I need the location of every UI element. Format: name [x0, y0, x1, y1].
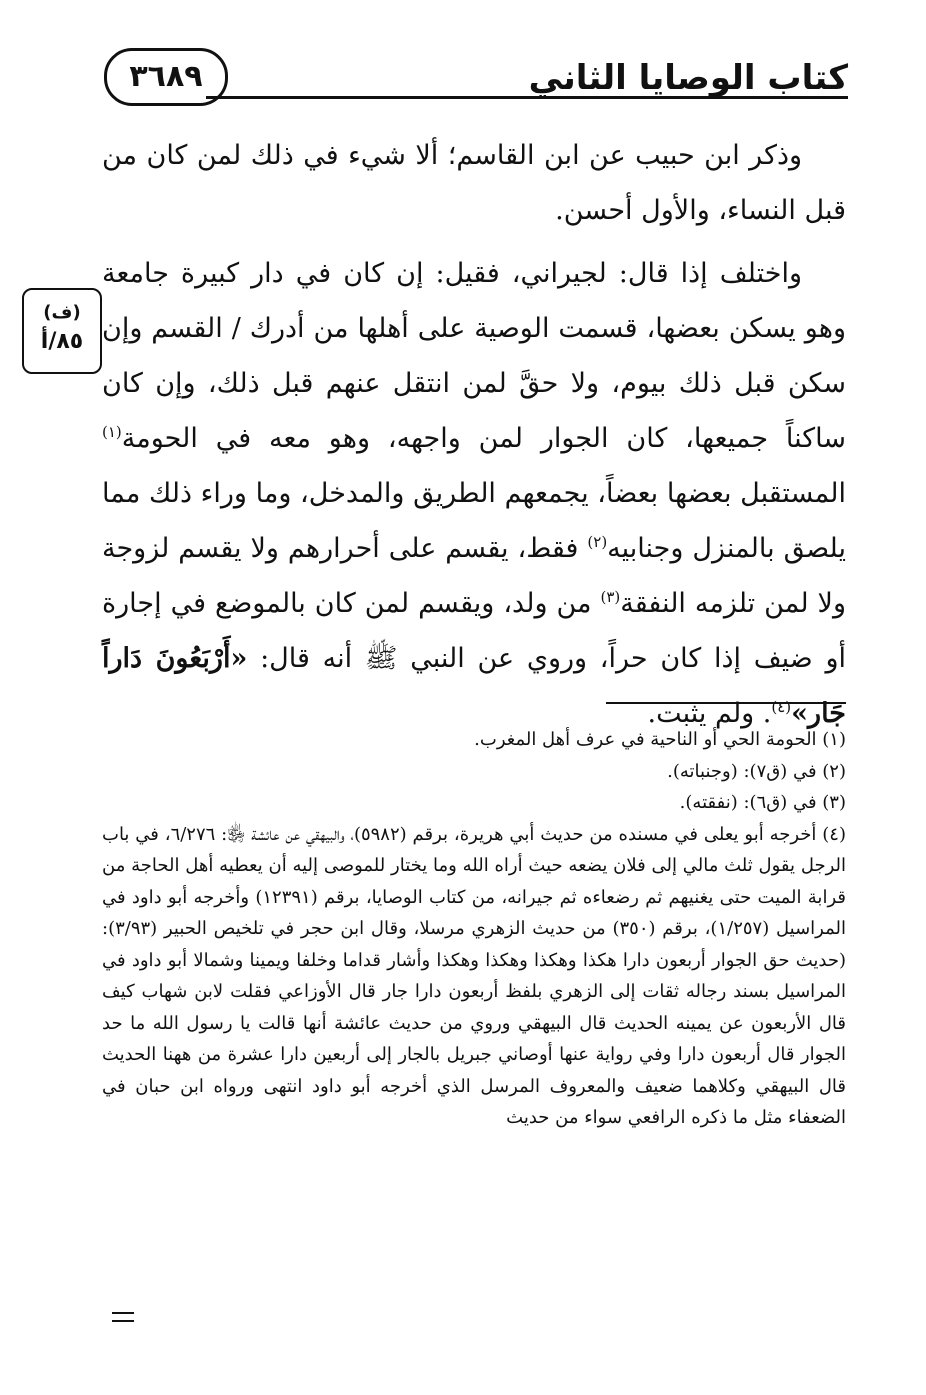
footnote-marker-1: (١)	[102, 423, 122, 441]
paragraph-1: وذكر ابن حبيب عن ابن القاسم؛ ألا شيء في ذلك لمن كان من قبل النساء، والأول أحسن.	[102, 140, 846, 226]
paragraph-2-text-d: من ولد، ويقسم لمن كان بالموضع في إجارة أو ضيف إذا كان حراً، وروي عن النبي ﷺ أنه قال:	[102, 588, 846, 674]
header-rule	[206, 96, 848, 99]
paragraph-2-text-c: فقط، يقسم على أحرارهم ولا يقسم لزوجة ولا لمن تلزمه النفقة	[102, 533, 846, 619]
footnote-3: (٣) في (ق٦): (نفقته).	[679, 792, 846, 813]
footnote-4: (٤) أخرجه أبو يعلى في مسنده من حديث أبي هريرة، برقم (٥٩٨٢)، والبيهقي عن عائشة ﵂: ٦/٢٧٦، في باب الرجل يقول ثلث مالي إلى فلان يضعه حيث أراه الله وما يختار للموصى إليه أن يعطيه أهل الحاجة من قرابة الميت حتى يغنيهم ثم رضعاءه ثم جيرانه، من كتاب الوصايا، برقم (١٢٣٩١) وأخرجه أبو داود في المراسيل (١/٢٥٧)، برقم (٣٥٠) من حديث الزهري مرسلا، وقال ابن حجر في تلخيص الحبير (٣/٩٣): (حديث حق الجوار أربعون دارا هكذا وهكذا وهكذا وهكذا وأشار قداما وخلفا ويمينا وشمالا أبو داود في المراسيل بسند رجاله ثقات إلى الزهري بلفظ أربعون دارا جار قال الأوزاعي فقلت لابن شهاب كيف قال الأربعون عن يمينه الحديث قال البيهقي وروي من حديث عائشة أنها قالت يا رسول الله ما حد الجوار قال أربعون دارا وفي رواية عنها أوصاني جبريل بالجار إلى أربعين دارا عشرة من ههنا الحديث قال البيهقي وكلاهما ضعيف والمعروف المرسل الذي أخرجه أبو داود انتهى ورواه ابن حبان في الضعفاء مثل ما ذكره الرافعي سواء من حديث	[102, 823, 847, 1128]
paragraph-2-text-a: واختلف إذا قال: لجيراني، فقيل: إن كان في دار كبيرة جامعة وهو يسكن بعضها، قسمت الوصية على أهلها من أدرك / القسم وإن سكن قبل ذلك بيوم، ولا حقَّ لمن انتقل عنهم قبل ذلك، وإن كان ساكناً جميعها، كان الجوار لمن واجهه، وهو معه في الحومة	[102, 258, 846, 454]
footnote-2: (٢) في (ق٧): (وجنباته).	[667, 760, 846, 782]
continuation-mark	[112, 1312, 134, 1322]
manuscript-folio-reference	[22, 288, 102, 374]
footnote-marker-4: (٤)	[771, 698, 792, 716]
footnote-marker-2: (٢)	[587, 533, 608, 551]
paragraph-2	[102, 246, 846, 741]
footnotes	[102, 724, 846, 1134]
footnote-marker-3: (٣)	[600, 588, 621, 606]
running-header-title: كتاب الوصايا الثاني	[528, 58, 848, 98]
margin-ref-siglum: (ف)	[43, 302, 81, 323]
margin-ref-folio: ٨٥/أ	[40, 329, 84, 354]
footnote-1: (١) الحومة الحي أو الناحية في عرف أهل المغرب.	[474, 729, 846, 750]
hadith-quote: «أَرْبَعُونَ دَاراً جَار»	[102, 643, 846, 729]
footnote-separator	[606, 702, 846, 704]
paragraph-2-text-e: . ولم يثبت.	[647, 698, 772, 729]
page-number: ٣٦٨٩	[104, 48, 228, 106]
main-text	[102, 128, 846, 749]
paragraph-2-text-b: المستقبل بعضها بعضاً، يجمعهم الطريق والمدخل، وما وراء ذلك مما يلصق بالمنزل وجنابيه	[102, 478, 846, 564]
